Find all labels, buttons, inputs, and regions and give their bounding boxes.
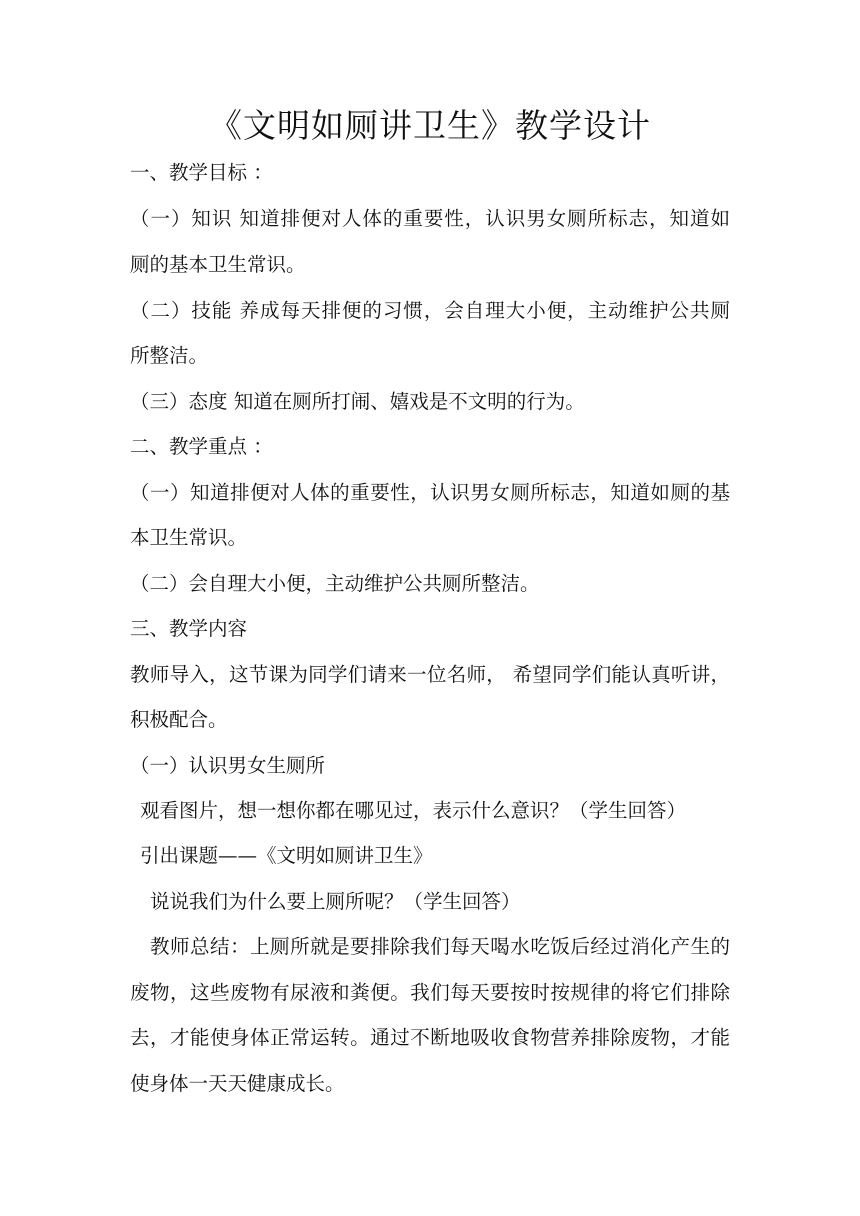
paragraph-line: 使身体一天天健康成长。 (130, 1072, 345, 1095)
paragraph-line: （三）态度 知道在厕所打闹、嬉戏是不文明的行为。 (130, 390, 585, 413)
paragraph-line: 积极配合。 (130, 708, 228, 731)
paragraph-line: 本卫生常识。 (130, 526, 248, 549)
paragraph-line: （二）会自理大小便，主动维护公共厕所整洁。 (130, 572, 540, 595)
paragraph-line: 去，才能使身体正常运转。通过不断地吸收食物营养排除废物，才能 (130, 1026, 730, 1049)
paragraph-line: 说说我们为什么要上厕所呢？（学生回答） (150, 890, 521, 913)
paragraph-line: （一）知识 知道排便对人体的重要性，认识男女厕所标志，知道如 (130, 207, 730, 230)
paragraph-line: 教师总结：上厕所就是要排除我们每天喝水吃饭后经过消化产生的 (150, 935, 730, 958)
paragraph-line: （一）知道排便对人体的重要性，认识男女厕所标志，知道如厕的基 (130, 481, 730, 504)
section-heading: 一、教学目标 ： (130, 161, 273, 184)
paragraph-line: （二）技能 养成每天排便的习惯，会自理大小便，主动维护公共厕 (130, 299, 730, 322)
paragraph-line: 厕的基本卫生常识。 (130, 253, 306, 276)
paragraph-line: 引出课题——《文明如厕讲卫生》 (140, 844, 433, 867)
paragraph-line: 观看图片，想一想你都在哪见过，表示什么意识？（学生回答） (140, 799, 687, 822)
paragraph-line: 废物，这些废物有尿液和粪便。我们每天要按时按规律的将它们排除 (130, 981, 730, 1004)
section-heading: 二、教学重点 ： (130, 435, 273, 458)
document-title: 《文明如厕讲卫生》教学设计 (209, 106, 651, 145)
section-heading: 三、教学内容 (130, 617, 248, 640)
subsection-heading: （一）认识男女生厕所 (130, 754, 326, 777)
paragraph-line: 教师导入，这节课为同学们请来一位名师， 希望同学们能认真听讲， (130, 663, 730, 686)
paragraph-line: 所整洁。 (130, 344, 209, 367)
